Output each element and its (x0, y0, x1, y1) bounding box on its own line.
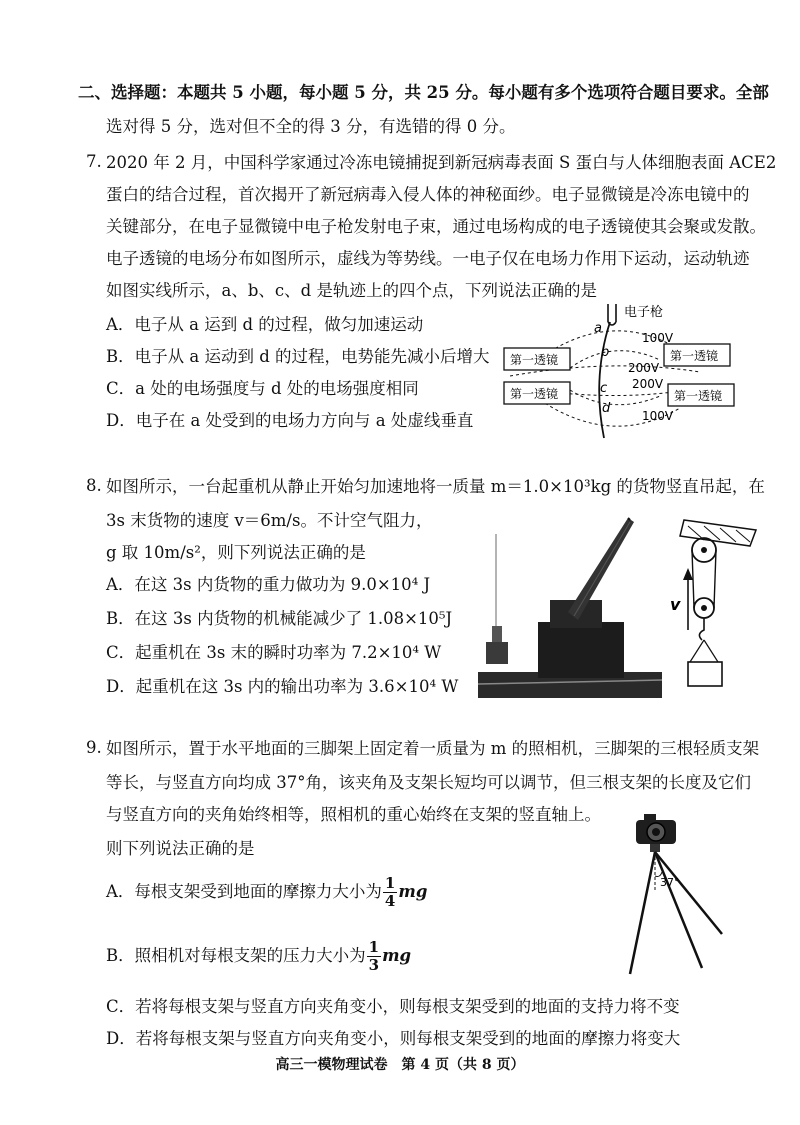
point-a: a (594, 321, 602, 336)
q9-option-c: C．若将每根支架与竖直方向夹角变小，则每根支架受到的地面的支持力将不变 (106, 997, 680, 1016)
q9-option-d: D．若将每根支架与竖直方向夹角变小，则每根支架受到的地面的摩擦力将变大 (106, 1029, 681, 1048)
q9-option-a (106, 872, 427, 912)
angle-label: 37° (660, 876, 680, 889)
q8-option-c: C．起重机在 3s 末的瞬时功率为 7.2×10⁴ W (106, 643, 442, 662)
potential-label: 200V (628, 361, 660, 375)
gun-label: 电子枪 (624, 305, 664, 320)
q8-stem-line: 3s 末货物的速度 v＝6m/s。不计空气阻力， (106, 511, 433, 530)
q7-number: 7. (86, 152, 102, 171)
fraction-denominator: 3 (368, 955, 380, 974)
q7-option-a: A．电子从 a 运到 d 的过程，做匀加速运动 (106, 315, 424, 334)
point-c: c (600, 381, 608, 396)
potential-label: 100V (642, 409, 674, 423)
pulley-diagram (664, 512, 760, 698)
fraction-numerator: 1 (384, 873, 396, 892)
q7-stem-line: 如图实线所示，a、b、c、d 是轨迹上的四个点，下列说法正确的是 (106, 281, 597, 300)
cargo-box (688, 662, 722, 686)
q7-stem-line: 电子透镜的电场分布如图所示，虚线为等势线。一电子仅在电场力作用下运动，运动轨迹 (106, 249, 750, 268)
potential-label: 100V (642, 331, 674, 345)
q9-stem-line: 如图所示，置于水平地面的三脚架上固定着一质量为 m 的照相机，三脚架的三根轻质支架 (106, 739, 760, 758)
mg-term: mg (398, 882, 428, 901)
q9-option-a-text: A．每根支架受到地面的摩擦力大小为 (106, 882, 382, 901)
fraction-numerator: 1 (368, 937, 380, 956)
velocity-label: v (670, 595, 681, 614)
q9-number: 9. (86, 738, 102, 757)
tripod-figure (618, 806, 738, 976)
section-heading-line1: 二、选择题：本题共 5 小题，每小题 5 分，共 25 分。每小题有多个选项符合题目要求。全部 (78, 83, 769, 102)
lens-label: 第一透镜 (510, 387, 559, 401)
q8-number: 8. (86, 476, 102, 495)
q8-stem-line: g 取 10m/s²，则下列说法正确的是 (106, 543, 366, 562)
q7-option-b: B．电子从 a 运动到 d 的过程，电势能先减小后增大 (106, 347, 490, 366)
section-heading-line2: 选对得 5 分，选对但不全的得 3 分，有选错的得 0 分。 (106, 117, 516, 136)
lens-label: 第一透镜 (674, 389, 723, 403)
q9-stem-line: 等长，与竖直方向均成 37°角，该夹角及支架长短均可以调节，但三根支架的长度及它们 (106, 773, 751, 792)
q7-stem-line: 2020 年 2 月，中国科学家通过冷冻电镜捕捉到新冠病毒表面 S 蛋白与人体细胞表面 ACE2 (106, 153, 777, 172)
fraction (383, 875, 397, 910)
q8-option-b: B．在这 3s 内货物的机械能减少了 1.08×10⁵J (106, 609, 453, 628)
crane-photo (478, 512, 662, 698)
lens-label: 第一透镜 (670, 349, 719, 363)
q7-stem-line: 关键部分，在电子显微镜中电子枪发射电子束，通过电场构成的电子透镜使其会聚或发散。 (106, 217, 766, 236)
point-b: b (601, 345, 610, 360)
q8-option-a: A．在这 3s 内货物的重力做功为 9.0×10⁴ J (106, 575, 431, 594)
q7-option-c: C．a 处的电场强度与 d 处的电场强度相同 (106, 379, 419, 398)
electron-trajectory (599, 322, 610, 438)
q9-stem-line: 则下列说法正确的是 (106, 839, 255, 858)
q8-option-d: D．起重机在这 3s 内的输出功率为 3.6×10⁴ W (106, 677, 459, 696)
q7-option-d: D．电子在 a 处受到的电场力方向与 a 处虚线垂直 (106, 411, 474, 430)
q7-stem-line: 蛋白的结合过程，首次揭开了新冠病毒入侵人体的神秘面纱。电子显微镜是冷冻电镜中的 (106, 185, 750, 204)
electron-lens-figure (500, 298, 750, 448)
q9-option-b (106, 936, 411, 976)
page-footer: 高三一模物理试卷 第 4 页（共 8 页） (275, 1057, 525, 1073)
potential-label: 200V (632, 377, 664, 391)
lens-label: 第一透镜 (510, 353, 559, 367)
q9-option-b-text: B．照相机对每根支架的压力大小为 (106, 946, 366, 965)
q9-stem-line: 与竖直方向的夹角始终相等，照相机的重心始终在支架的竖直轴上。 (106, 805, 601, 824)
mg-term: mg (382, 946, 412, 965)
fraction-denominator: 4 (384, 891, 396, 910)
fraction (367, 939, 381, 974)
q8-stem-line: 如图所示，一台起重机从静止开始匀加速地将一质量 m＝1.0×10³kg 的货物竖直吊起，在 (106, 477, 765, 496)
point-d: d (602, 401, 611, 416)
